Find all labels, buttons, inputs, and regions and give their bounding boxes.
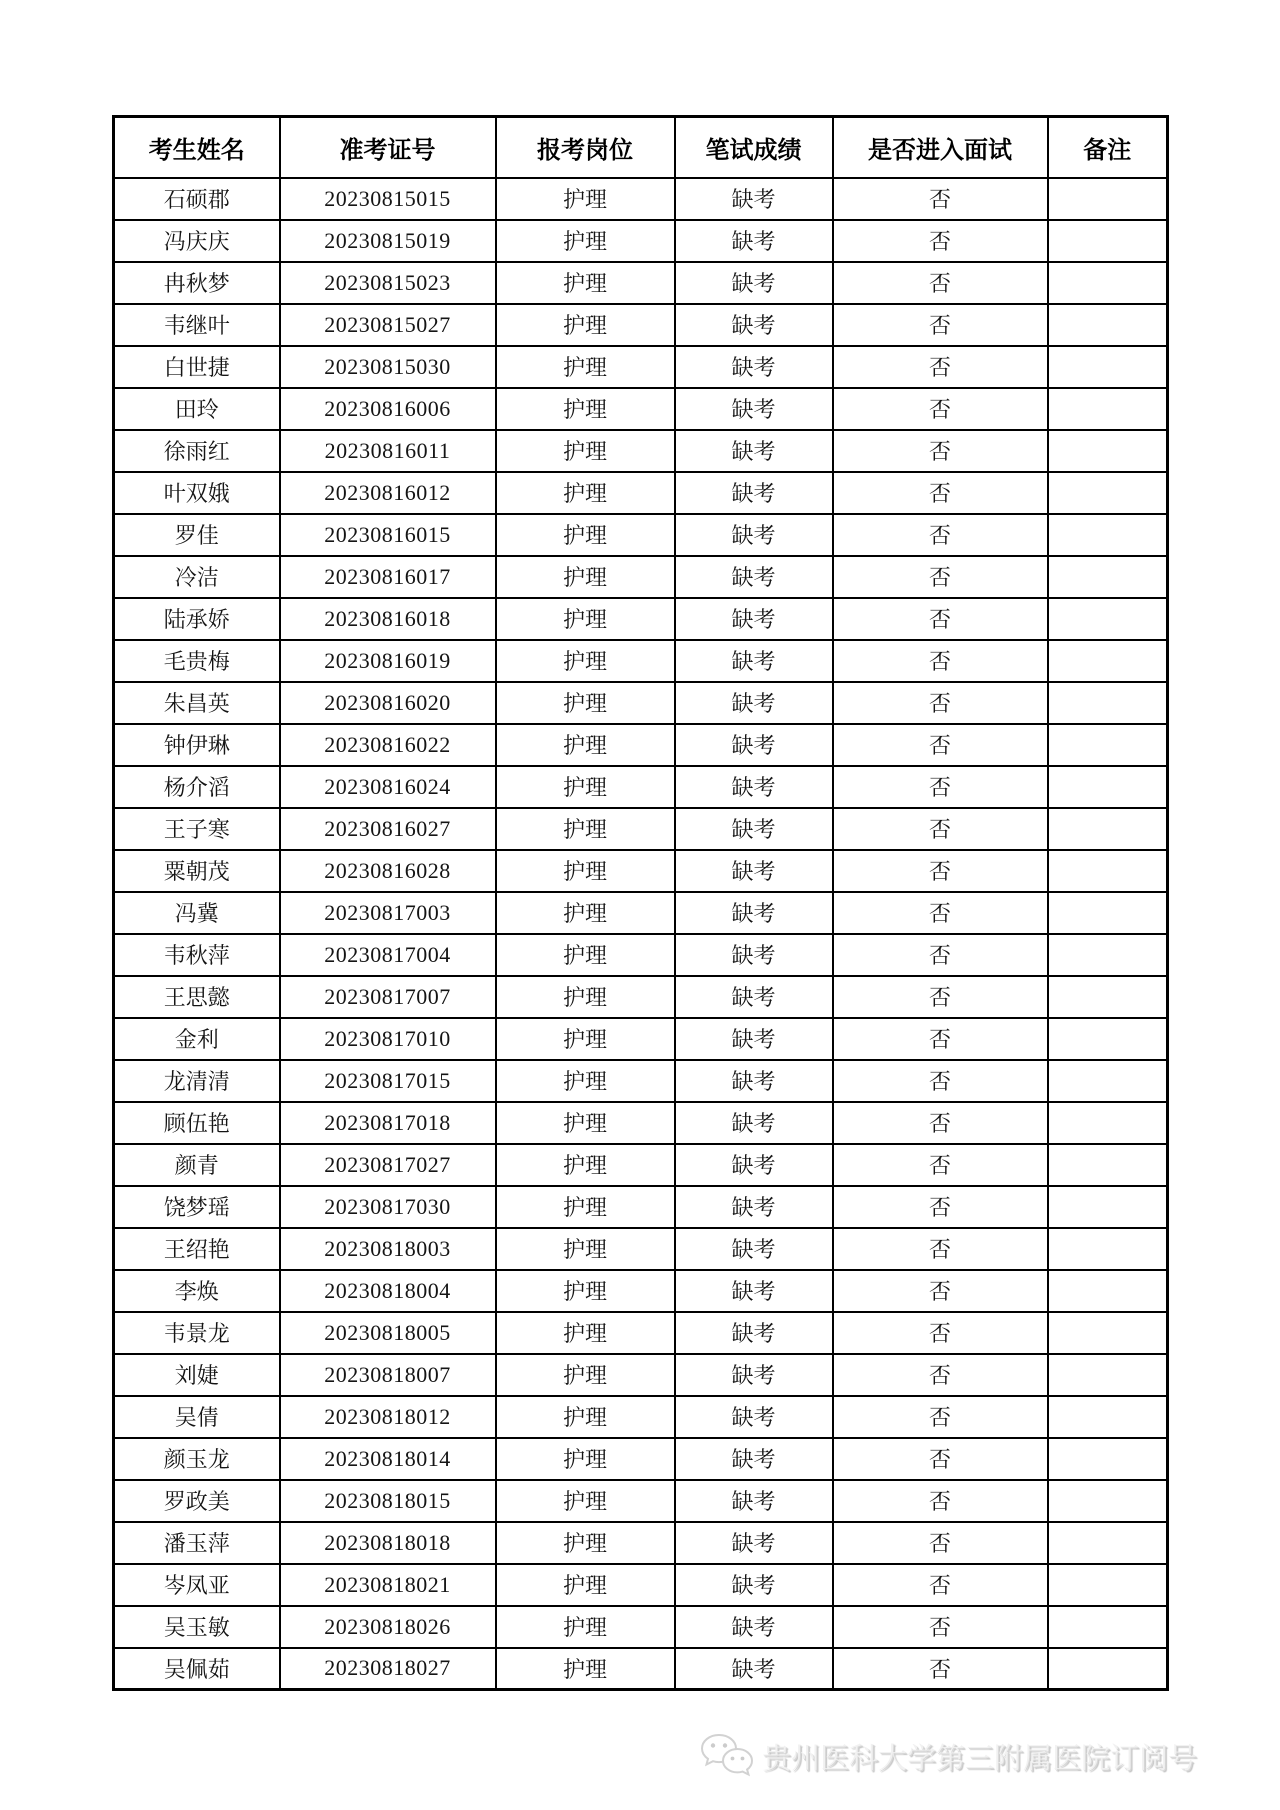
cell-written-score: 缺考 — [675, 1564, 833, 1606]
cell-candidate-name: 冯冀 — [114, 892, 280, 934]
table-row — [114, 1564, 1168, 1606]
cell-remark — [1048, 1312, 1168, 1354]
cell-ticket-number: 20230818003 — [280, 1228, 496, 1270]
cell-ticket-number: 20230816006 — [280, 388, 496, 430]
cell-written-score: 缺考 — [675, 766, 833, 808]
cell-remark — [1048, 1018, 1168, 1060]
watermark-text: 贵州医科大学第三附属医院订阅号 — [762, 1742, 1198, 1775]
header-interview: 是否进入面试 — [833, 117, 1048, 178]
cell-remark — [1048, 808, 1168, 850]
cell-interview-status: 否 — [833, 1270, 1048, 1312]
cell-position: 护理 — [496, 1438, 675, 1480]
cell-remark — [1048, 1060, 1168, 1102]
cell-interview-status: 否 — [833, 178, 1048, 220]
cell-position: 护理 — [496, 1186, 675, 1228]
cell-candidate-name: 吴佩茹 — [114, 1648, 280, 1690]
cell-remark — [1048, 304, 1168, 346]
cell-written-score: 缺考 — [675, 934, 833, 976]
cell-written-score: 缺考 — [675, 1480, 833, 1522]
cell-remark — [1048, 1606, 1168, 1648]
cell-ticket-number: 20230817010 — [280, 1018, 496, 1060]
cell-interview-status: 否 — [833, 1144, 1048, 1186]
cell-remark — [1048, 220, 1168, 262]
cell-position: 护理 — [496, 808, 675, 850]
cell-position: 护理 — [496, 178, 675, 220]
cell-interview-status: 否 — [833, 1018, 1048, 1060]
cell-written-score: 缺考 — [675, 1018, 833, 1060]
cell-interview-status: 否 — [833, 556, 1048, 598]
cell-interview-status: 否 — [833, 1438, 1048, 1480]
table-row — [114, 892, 1168, 934]
table-row — [114, 1312, 1168, 1354]
cell-candidate-name: 陆承娇 — [114, 598, 280, 640]
cell-ticket-number: 20230816019 — [280, 640, 496, 682]
cell-position: 护理 — [496, 934, 675, 976]
table-row — [114, 472, 1168, 514]
cell-candidate-name: 冷洁 — [114, 556, 280, 598]
cell-written-score: 缺考 — [675, 262, 833, 304]
cell-candidate-name: 韦继叶 — [114, 304, 280, 346]
cell-interview-status: 否 — [833, 850, 1048, 892]
cell-interview-status: 否 — [833, 1228, 1048, 1270]
table-row — [114, 1480, 1168, 1522]
header-ticket: 准考证号 — [280, 117, 496, 178]
table-row — [114, 766, 1168, 808]
cell-ticket-number: 20230815027 — [280, 304, 496, 346]
cell-position: 护理 — [496, 514, 675, 556]
cell-written-score: 缺考 — [675, 430, 833, 472]
cell-interview-status: 否 — [833, 1564, 1048, 1606]
cell-position: 护理 — [496, 1144, 675, 1186]
table-row — [114, 1228, 1168, 1270]
cell-written-score: 缺考 — [675, 1060, 833, 1102]
cell-remark — [1048, 976, 1168, 1018]
cell-interview-status: 否 — [833, 430, 1048, 472]
cell-remark — [1048, 1438, 1168, 1480]
cell-position: 护理 — [496, 1312, 675, 1354]
cell-ticket-number: 20230818021 — [280, 1564, 496, 1606]
cell-ticket-number: 20230816022 — [280, 724, 496, 766]
cell-position: 护理 — [496, 472, 675, 514]
cell-interview-status: 否 — [833, 766, 1048, 808]
cell-written-score: 缺考 — [675, 1438, 833, 1480]
cell-candidate-name: 韦秋萍 — [114, 934, 280, 976]
cell-ticket-number: 20230817030 — [280, 1186, 496, 1228]
cell-candidate-name: 金利 — [114, 1018, 280, 1060]
cell-position: 护理 — [496, 1564, 675, 1606]
cell-candidate-name: 石硕郡 — [114, 178, 280, 220]
table-row — [114, 1270, 1168, 1312]
table-row — [114, 1354, 1168, 1396]
cell-candidate-name: 毛贵梅 — [114, 640, 280, 682]
cell-ticket-number: 20230818012 — [280, 1396, 496, 1438]
cell-candidate-name: 罗佳 — [114, 514, 280, 556]
table-row — [114, 304, 1168, 346]
cell-written-score: 缺考 — [675, 1648, 833, 1690]
cell-candidate-name: 李焕 — [114, 1270, 280, 1312]
table-header-row — [114, 117, 1168, 178]
cell-interview-status: 否 — [833, 304, 1048, 346]
cell-ticket-number: 20230817027 — [280, 1144, 496, 1186]
cell-candidate-name: 吴倩 — [114, 1396, 280, 1438]
cell-written-score: 缺考 — [675, 1396, 833, 1438]
cell-position: 护理 — [496, 682, 675, 724]
cell-interview-status: 否 — [833, 1354, 1048, 1396]
table-row — [114, 934, 1168, 976]
cell-written-score: 缺考 — [675, 472, 833, 514]
cell-candidate-name: 王绍艳 — [114, 1228, 280, 1270]
table-row — [114, 850, 1168, 892]
cell-position: 护理 — [496, 598, 675, 640]
cell-remark — [1048, 514, 1168, 556]
table-row — [114, 1018, 1168, 1060]
cell-written-score: 缺考 — [675, 1312, 833, 1354]
cell-position: 护理 — [496, 304, 675, 346]
table-row — [114, 1438, 1168, 1480]
table-row — [114, 388, 1168, 430]
table-row — [114, 178, 1168, 220]
cell-ticket-number: 20230817004 — [280, 934, 496, 976]
cell-candidate-name: 杨介滔 — [114, 766, 280, 808]
cell-interview-status: 否 — [833, 1312, 1048, 1354]
cell-candidate-name: 钟伊琳 — [114, 724, 280, 766]
cell-written-score: 缺考 — [675, 388, 833, 430]
cell-ticket-number: 20230816028 — [280, 850, 496, 892]
cell-written-score: 缺考 — [675, 850, 833, 892]
cell-remark — [1048, 346, 1168, 388]
cell-ticket-number: 20230816012 — [280, 472, 496, 514]
table-row — [114, 556, 1168, 598]
cell-written-score: 缺考 — [675, 598, 833, 640]
cell-candidate-name: 白世捷 — [114, 346, 280, 388]
cell-remark — [1048, 388, 1168, 430]
table-row — [114, 1522, 1168, 1564]
cell-written-score: 缺考 — [675, 1102, 833, 1144]
cell-candidate-name: 冯庆庆 — [114, 220, 280, 262]
cell-remark — [1048, 430, 1168, 472]
cell-candidate-name: 冉秋梦 — [114, 262, 280, 304]
cell-interview-status: 否 — [833, 1606, 1048, 1648]
header-position: 报考岗位 — [496, 117, 675, 178]
cell-written-score: 缺考 — [675, 1270, 833, 1312]
cell-ticket-number: 20230818015 — [280, 1480, 496, 1522]
cell-interview-status: 否 — [833, 388, 1048, 430]
cell-position: 护理 — [496, 430, 675, 472]
cell-written-score: 缺考 — [675, 976, 833, 1018]
cell-ticket-number: 20230815030 — [280, 346, 496, 388]
cell-candidate-name: 田玲 — [114, 388, 280, 430]
cell-interview-status: 否 — [833, 1396, 1048, 1438]
cell-written-score: 缺考 — [675, 1228, 833, 1270]
cell-written-score: 缺考 — [675, 514, 833, 556]
cell-candidate-name: 潘玉萍 — [114, 1522, 280, 1564]
cell-ticket-number: 20230818007 — [280, 1354, 496, 1396]
cell-interview-status: 否 — [833, 262, 1048, 304]
cell-remark — [1048, 766, 1168, 808]
cell-interview-status: 否 — [833, 682, 1048, 724]
cell-remark — [1048, 1522, 1168, 1564]
cell-position: 护理 — [496, 1060, 675, 1102]
cell-candidate-name: 王思懿 — [114, 976, 280, 1018]
cell-written-score: 缺考 — [675, 1186, 833, 1228]
cell-written-score: 缺考 — [675, 640, 833, 682]
cell-written-score: 缺考 — [675, 808, 833, 850]
cell-written-score: 缺考 — [675, 1606, 833, 1648]
table-row — [114, 346, 1168, 388]
cell-interview-status: 否 — [833, 724, 1048, 766]
cell-position: 护理 — [496, 556, 675, 598]
table-row — [114, 514, 1168, 556]
table-row — [114, 1102, 1168, 1144]
cell-remark — [1048, 1354, 1168, 1396]
cell-ticket-number: 20230818026 — [280, 1606, 496, 1648]
cell-remark — [1048, 1564, 1168, 1606]
cell-position: 护理 — [496, 262, 675, 304]
header-name: 考生姓名 — [114, 117, 280, 178]
cell-remark — [1048, 1648, 1168, 1690]
cell-ticket-number: 20230817015 — [280, 1060, 496, 1102]
cell-ticket-number: 20230816024 — [280, 766, 496, 808]
cell-ticket-number: 20230816011 — [280, 430, 496, 472]
cell-interview-status: 否 — [833, 892, 1048, 934]
cell-position: 护理 — [496, 1648, 675, 1690]
cell-interview-status: 否 — [833, 514, 1048, 556]
cell-written-score: 缺考 — [675, 724, 833, 766]
cell-written-score: 缺考 — [675, 1522, 833, 1564]
cell-interview-status: 否 — [833, 1522, 1048, 1564]
cell-remark — [1048, 1228, 1168, 1270]
cell-position: 护理 — [496, 1396, 675, 1438]
cell-remark — [1048, 1102, 1168, 1144]
cell-position: 护理 — [496, 1522, 675, 1564]
cell-remark — [1048, 598, 1168, 640]
table-row — [114, 1396, 1168, 1438]
cell-position: 护理 — [496, 1270, 675, 1312]
cell-interview-status: 否 — [833, 808, 1048, 850]
footer-watermark — [698, 1732, 1197, 1780]
cell-written-score: 缺考 — [675, 178, 833, 220]
cell-remark — [1048, 724, 1168, 766]
cell-candidate-name: 罗政美 — [114, 1480, 280, 1522]
cell-ticket-number: 20230816020 — [280, 682, 496, 724]
cell-ticket-number: 20230815019 — [280, 220, 496, 262]
cell-candidate-name: 顾伍艳 — [114, 1102, 280, 1144]
cell-candidate-name: 吴玉敏 — [114, 1606, 280, 1648]
cell-interview-status: 否 — [833, 934, 1048, 976]
cell-ticket-number: 20230816027 — [280, 808, 496, 850]
cell-interview-status: 否 — [833, 1060, 1048, 1102]
cell-remark — [1048, 640, 1168, 682]
cell-interview-status: 否 — [833, 220, 1048, 262]
table-row — [114, 682, 1168, 724]
cell-interview-status: 否 — [833, 1186, 1048, 1228]
cell-remark — [1048, 1186, 1168, 1228]
cell-ticket-number: 20230817018 — [280, 1102, 496, 1144]
cell-ticket-number: 20230818005 — [280, 1312, 496, 1354]
cell-remark — [1048, 1270, 1168, 1312]
cell-position: 护理 — [496, 1606, 675, 1648]
cell-position: 护理 — [496, 724, 675, 766]
cell-ticket-number: 20230818027 — [280, 1648, 496, 1690]
cell-written-score: 缺考 — [675, 1354, 833, 1396]
cell-written-score: 缺考 — [675, 1144, 833, 1186]
cell-candidate-name: 颜青 — [114, 1144, 280, 1186]
cell-candidate-name: 颜玉龙 — [114, 1438, 280, 1480]
table-row — [114, 640, 1168, 682]
cell-candidate-name: 岑凤亚 — [114, 1564, 280, 1606]
cell-position: 护理 — [496, 1228, 675, 1270]
cell-written-score: 缺考 — [675, 892, 833, 934]
cell-ticket-number: 20230816017 — [280, 556, 496, 598]
table-row — [114, 262, 1168, 304]
cell-position: 护理 — [496, 220, 675, 262]
table-row — [114, 724, 1168, 766]
cell-candidate-name: 韦景龙 — [114, 1312, 280, 1354]
cell-interview-status: 否 — [833, 346, 1048, 388]
cell-remark — [1048, 1396, 1168, 1438]
cell-interview-status: 否 — [833, 976, 1048, 1018]
cell-position: 护理 — [496, 388, 675, 430]
cell-candidate-name: 饶梦瑶 — [114, 1186, 280, 1228]
cell-ticket-number: 20230816018 — [280, 598, 496, 640]
cell-ticket-number: 20230815015 — [280, 178, 496, 220]
table-row — [114, 598, 1168, 640]
cell-remark — [1048, 472, 1168, 514]
cell-remark — [1048, 262, 1168, 304]
cell-written-score: 缺考 — [675, 304, 833, 346]
cell-ticket-number: 20230818014 — [280, 1438, 496, 1480]
cell-ticket-number: 20230815023 — [280, 262, 496, 304]
cell-position: 护理 — [496, 1480, 675, 1522]
cell-ticket-number: 20230816015 — [280, 514, 496, 556]
table-row — [114, 1060, 1168, 1102]
table-body — [114, 178, 1168, 1690]
table-row — [114, 1648, 1168, 1690]
cell-remark — [1048, 556, 1168, 598]
cell-ticket-number: 20230818004 — [280, 1270, 496, 1312]
table-row — [114, 808, 1168, 850]
cell-candidate-name: 刘婕 — [114, 1354, 280, 1396]
cell-interview-status: 否 — [833, 472, 1048, 514]
cell-candidate-name: 粟朝茂 — [114, 850, 280, 892]
cell-position: 护理 — [496, 1018, 675, 1060]
table-row — [114, 1144, 1168, 1186]
cell-interview-status: 否 — [833, 598, 1048, 640]
cell-remark — [1048, 682, 1168, 724]
cell-position: 护理 — [496, 850, 675, 892]
cell-candidate-name: 王子寒 — [114, 808, 280, 850]
cell-interview-status: 否 — [833, 1648, 1048, 1690]
cell-interview-status: 否 — [833, 1102, 1048, 1144]
header-remark: 备注 — [1048, 117, 1168, 178]
cell-remark — [1048, 934, 1168, 976]
cell-position: 护理 — [496, 766, 675, 808]
cell-ticket-number: 20230818018 — [280, 1522, 496, 1564]
cell-interview-status: 否 — [833, 640, 1048, 682]
table-row — [114, 976, 1168, 1018]
cell-candidate-name: 叶双娥 — [114, 472, 280, 514]
candidates-table — [112, 115, 1169, 1691]
table-row — [114, 220, 1168, 262]
header-score: 笔试成绩 — [675, 117, 833, 178]
cell-ticket-number: 20230817007 — [280, 976, 496, 1018]
table-row — [114, 430, 1168, 472]
cell-position: 护理 — [496, 892, 675, 934]
cell-position: 护理 — [496, 1102, 675, 1144]
cell-position: 护理 — [496, 976, 675, 1018]
cell-remark — [1048, 892, 1168, 934]
table-row — [114, 1606, 1168, 1648]
cell-remark — [1048, 850, 1168, 892]
cell-candidate-name: 徐雨红 — [114, 430, 280, 472]
cell-written-score: 缺考 — [675, 682, 833, 724]
cell-remark — [1048, 178, 1168, 220]
cell-written-score: 缺考 — [675, 556, 833, 598]
cell-remark — [1048, 1144, 1168, 1186]
cell-written-score: 缺考 — [675, 346, 833, 388]
cell-remark — [1048, 1480, 1168, 1522]
cell-position: 护理 — [496, 1354, 675, 1396]
cell-ticket-number: 20230817003 — [280, 892, 496, 934]
cell-written-score: 缺考 — [675, 220, 833, 262]
cell-interview-status: 否 — [833, 1480, 1048, 1522]
cell-position: 护理 — [496, 640, 675, 682]
wechat-icon — [698, 1732, 756, 1780]
cell-candidate-name: 朱昌英 — [114, 682, 280, 724]
cell-candidate-name: 龙清清 — [114, 1060, 280, 1102]
table-row — [114, 1186, 1168, 1228]
cell-position: 护理 — [496, 346, 675, 388]
